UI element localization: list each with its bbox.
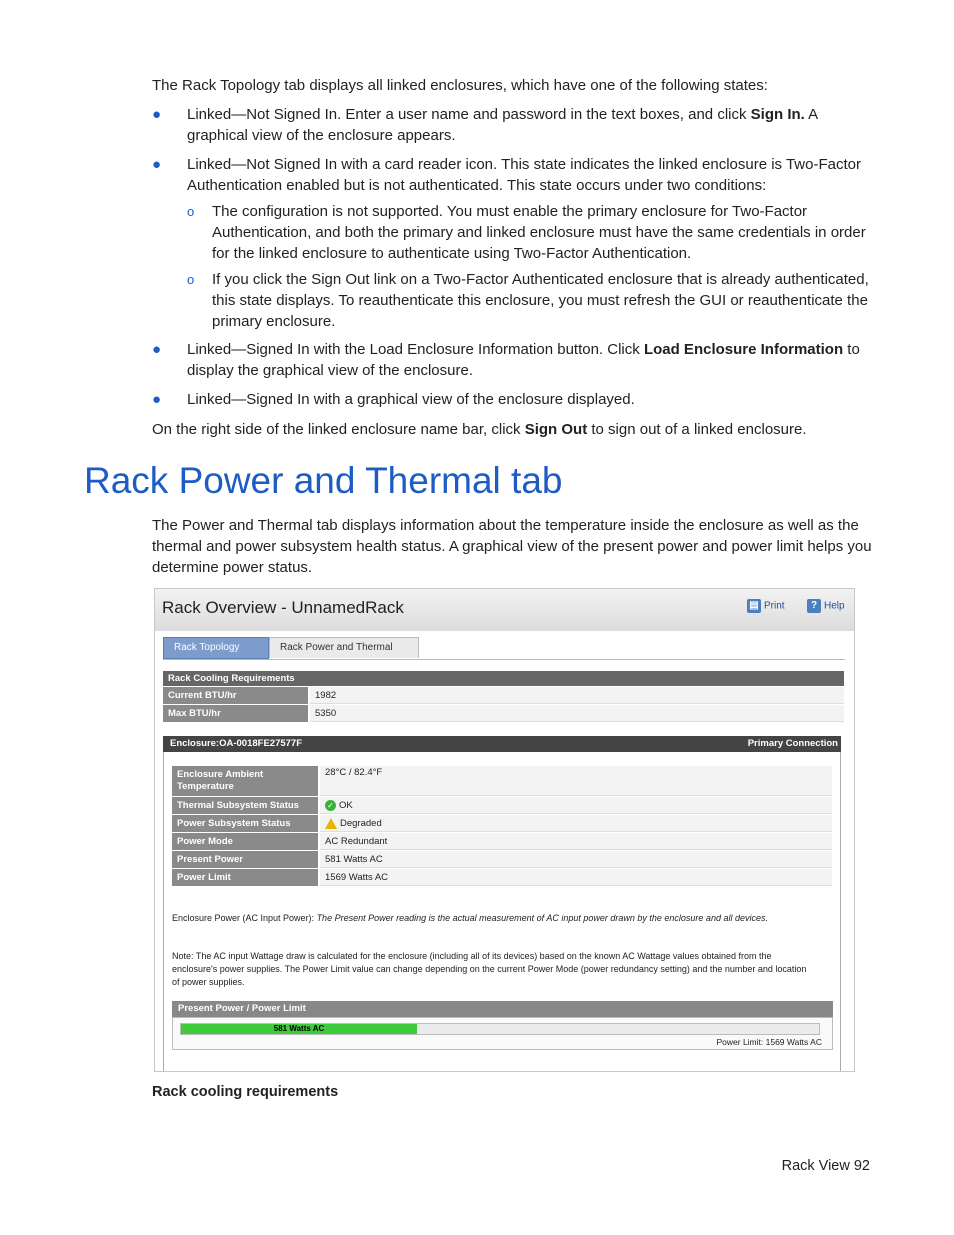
row-label: Thermal Subsystem Status [172, 797, 318, 814]
tab-divider [163, 659, 845, 660]
row-label: Power Limit [172, 869, 318, 886]
row-label: Max BTU/hr [163, 705, 308, 722]
screenshot-header [155, 589, 854, 631]
row-value: 28°C / 82.4°F [320, 766, 832, 796]
power-gauge-panel [172, 1017, 833, 1050]
bullet-icon: ● [152, 391, 162, 408]
tab-rack-power-thermal[interactable]: Rack Power and Thermal [269, 637, 419, 658]
row-label: Present Power [172, 851, 318, 868]
table-row [163, 705, 844, 723]
section-description: The Power and Thermal tab displays information about the temperature inside the enclosure as well as the thermal and power subsystem health status. A graphical view of the present power and power limit helps you determine power status. [152, 517, 872, 576]
table-row [172, 869, 832, 887]
intro-text: The Rack Topology tab displays all linked enclosures, which have one of the following states: [152, 77, 768, 94]
table-row [163, 687, 844, 705]
bullet-icon: ● [152, 156, 162, 173]
table-row [172, 833, 832, 851]
cooling-header: Rack Cooling Requirements [163, 671, 844, 686]
power-limit-label: Power Limit: 1569 Watts AC [716, 1037, 822, 1047]
row-value: 1982 [310, 687, 844, 704]
row-value: 5350 [310, 705, 844, 722]
table-row [172, 815, 832, 833]
figure-caption: Rack cooling requirements [152, 1084, 339, 1100]
primary-connection-label: Primary Connection [747, 738, 838, 749]
row-label: Enclosure Ambient Temperature [172, 766, 318, 796]
bullet-icon: ● [152, 341, 162, 358]
row-label: Power Subsystem Status [172, 815, 318, 832]
warning-icon [325, 818, 337, 829]
enclosure-name[interactable]: Enclosure:OA-0018FE27577F [170, 738, 303, 749]
power-gauge-track [180, 1023, 820, 1035]
enclosure-power-note: Enclosure Power (AC Input Power): The Present Power reading is the actual measurement of AC input power drawn by the enclosure and all devices. [172, 913, 768, 923]
section-heading: Rack Power and Thermal tab [84, 460, 563, 501]
tab-rack-topology[interactable]: Rack Topology [163, 637, 269, 659]
row-value: ✓ OK [320, 797, 832, 814]
row-value: AC Redundant [320, 833, 832, 850]
help-icon: ? [807, 599, 821, 613]
present-power-header: Present Power / Power Limit [172, 1001, 833, 1017]
row-value: Degraded [320, 815, 832, 832]
enclosure-name-bar [163, 736, 841, 752]
row-label: Current BTU/hr [163, 687, 308, 704]
rack-overview-title: Rack Overview - UnnamedRack [162, 598, 404, 617]
table-row [172, 766, 832, 797]
help-button[interactable]: ? Help [807, 599, 845, 613]
circle-bullet-icon: o [187, 204, 195, 219]
bullet-icon: ● [152, 106, 162, 123]
print-button[interactable]: ▤ Print [747, 599, 785, 613]
wattage-note: Note: The AC input Wattage draw is calculated for the enclosure (including all of its devices) based on the known AC Wattage values obtained from the enclosure's power supplies. The Power Limit value can change depending on the current Power Mode (power redundancy setting) and the number and location of power supplies. [172, 951, 807, 987]
page-footer: Rack View 92 [781, 1158, 870, 1174]
power-gauge-fill [181, 1024, 417, 1034]
circle-bullet-icon: o [187, 272, 195, 287]
rack-overview-screenshot [154, 588, 855, 1072]
power-gauge-label: 581 Watts AC [273, 1024, 325, 1033]
signout-text: On the right side of the linked enclosure name bar, click Sign Out to sign out of a linked enclosure. [152, 421, 807, 438]
print-icon: ▤ [747, 599, 761, 613]
row-value: 1569 Watts AC [320, 869, 832, 886]
ok-check-icon: ✓ [325, 800, 336, 811]
table-row [172, 797, 832, 815]
table-row [172, 851, 832, 869]
row-label: Power Mode [172, 833, 318, 850]
row-value: 581 Watts AC [320, 851, 832, 868]
